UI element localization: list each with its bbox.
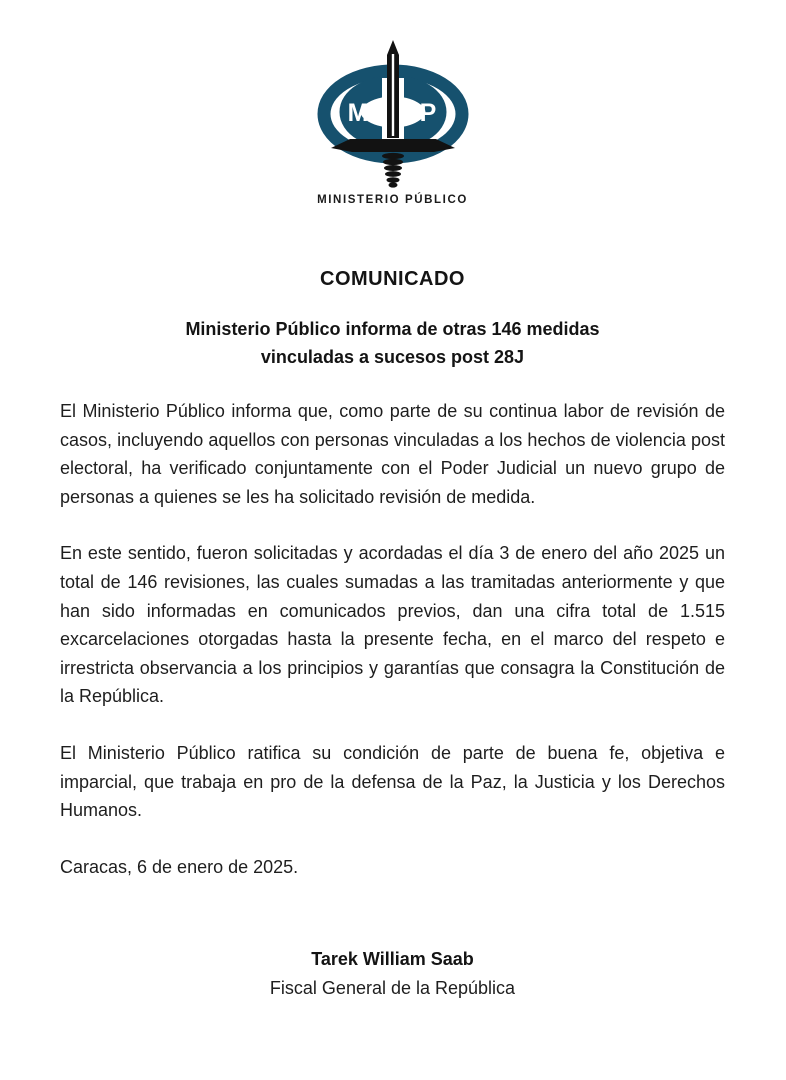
- paragraph-2: En este sentido, fueron solicitadas y acordadas el día 3 de enero del año 2025 un total de 146 revisiones, las cuales sumadas a las tramitadas anteriormente y que han sido informadas en comunicados previos, dan una cifra total de 1.515 excarcelaciones otorgadas hasta la presente fecha, en el marco del respeto e irrestricta observancia a los principios y garantías que consagra la Constitución de la República.: [60, 543, 725, 707]
- logo-caption: MINISTERIO PÚBLICO: [317, 194, 468, 206]
- document-subtitle: [60, 315, 725, 371]
- mp-sword-oval-logo-icon: [312, 38, 474, 190]
- subtitle-line-2: vinculadas a sucesos post 28J: [260, 347, 525, 367]
- signature-title: Fiscal General de la República: [269, 978, 516, 999]
- paragraph-1: El Ministerio Público informa que, como parte de su continua labor de revisión de casos, incluyendo aquellos con personas vinculadas a los hechos de violencia post electoral, ha verificado conjuntamente con el Poder Judicial un nuevo grupo de personas a quienes se les ha solicitado revisión de medida.: [60, 401, 725, 507]
- signature-block: [60, 945, 725, 1003]
- sword-grip: [382, 153, 404, 188]
- logo-letter-m: M: [347, 99, 368, 127]
- ministerio-publico-logo: [60, 38, 725, 206]
- logo-letter-p: P: [419, 99, 436, 127]
- sword-crossguard: [331, 139, 455, 152]
- document-title: COMUNICADO: [320, 268, 465, 290]
- paragraph-3: El Ministerio Público ratifica su condición de parte de buena fe, objetiva e imparcial, que trabaja en pro de la defensa de la Paz, la Justicia y los Derechos Humanos.: [60, 742, 725, 821]
- subtitle-line-1: Ministerio Público informa de otras 146 medidas: [185, 319, 600, 339]
- document-body: [60, 397, 725, 825]
- dateline: Caracas, 6 de enero de 2025.: [60, 856, 299, 877]
- signature-name: Tarek William Saab: [311, 949, 474, 970]
